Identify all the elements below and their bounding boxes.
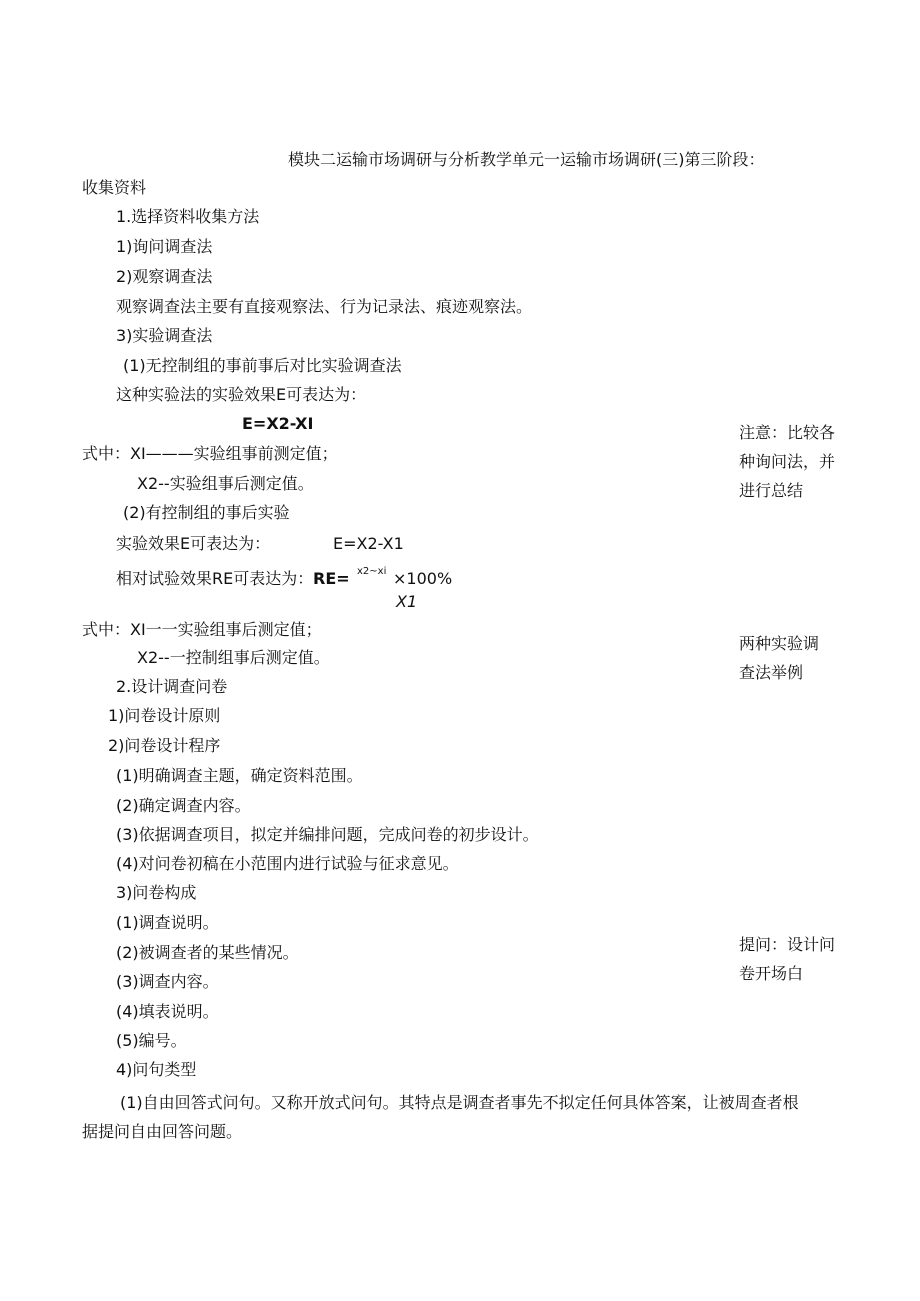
margin-note-compare-line1: 注意：比较各	[739, 423, 836, 442]
paragraph-effect-2-label: 实验效果E可表达为：	[116, 534, 271, 553]
margin-note-question-line2: 卷开场白	[739, 964, 804, 983]
list-item-with-control: (2)有控制组的事后实验	[123, 503, 290, 522]
list-item-no-control: (1)无控制组的事前事后对比实验调查法	[123, 356, 402, 375]
page-title-line1: 模块二运输市场调研与分析教学单元一运输市场调研(三)第三阶段：	[288, 150, 765, 169]
formula-relative-tail: ×100%	[393, 569, 453, 588]
composition-item-1: (1)调查说明。	[116, 913, 219, 932]
formula-legend-1b: X2--实验组事后测定值。	[137, 474, 314, 493]
question-type-1-line1: (1)自由回答式问句。又称开放式问句。其特点是调查者事先不拟定任何具体答案，让被周查者根	[120, 1093, 799, 1112]
margin-note-examples	[739, 629, 819, 687]
margin-note-examples-line1: 两种实验调	[739, 634, 820, 653]
margin-note-compare-line2: 种询问法，并	[739, 452, 836, 471]
formula-effect-1: E=X2-XI	[242, 414, 314, 433]
formula-relative-numerator: x2~xi	[357, 566, 387, 577]
margin-note-compare-line3: 进行总结	[739, 481, 804, 500]
formula-legend-1a: 式中：XI———实验组事前测定值；	[82, 444, 338, 463]
margin-note-compare	[739, 418, 835, 505]
margin-note-question-line1: 提问：设计问	[739, 935, 836, 954]
subheading-composition: 3)问卷构成	[116, 883, 197, 902]
subheading-question-types: 4)问句类型	[116, 1060, 197, 1079]
subheading-principles: 1)问卷设计原则	[108, 706, 221, 725]
formula-legend-2a: 式中：XI一一实验组事后测定值；	[82, 620, 322, 639]
subheading-inquiry: 1)询问调查法	[116, 237, 213, 256]
formula-effect-2: E=X2-X1	[333, 534, 404, 553]
subheading-procedure: 2)问卷设计程序	[108, 736, 221, 755]
composition-item-3: (3)调查内容。	[116, 972, 219, 991]
section-heading-1: 1.选择资料收集方法	[116, 207, 260, 226]
composition-item-5: (5)编号。	[116, 1031, 187, 1050]
formula-relative-effect: RE=	[313, 569, 350, 588]
formula-relative-denominator: X1	[396, 592, 418, 611]
procedure-item-3: (3)依据调查项目，拟定并编排问题，完成问卷的初步设计。	[116, 825, 539, 844]
composition-item-2: (2)被调查者的某些情况。	[116, 943, 299, 962]
composition-item-4: (4)填表说明。	[116, 1002, 219, 1021]
subheading-observation: 2)观察调查法	[116, 267, 213, 286]
subheading-experiment: 3)实验调查法	[116, 326, 213, 345]
paragraph-effect: 这种实验法的实验效果E可表达为：	[116, 385, 367, 404]
procedure-item-1: (1)明确调查主题，确定资料范围。	[116, 766, 363, 785]
procedure-item-2: (2)确定调查内容。	[116, 796, 251, 815]
section-heading-2: 2.设计调查问卷	[116, 677, 228, 696]
question-type-1-line2: 据提问自由回答问题。	[82, 1122, 243, 1141]
paragraph-observation: 观察调查法主要有直接观察法、行为记录法、痕迹观察法。	[116, 297, 533, 316]
formula-legend-2b: X2--一控制组事后测定值。	[137, 648, 330, 667]
margin-note-examples-line2: 查法举例	[739, 663, 804, 682]
margin-note-question	[739, 930, 835, 988]
paragraph-relative-effect-label: 相对试验效果RE可表达为：	[116, 569, 314, 588]
page-title-line2: 收集资料	[82, 178, 147, 197]
procedure-item-4: (4)对问卷初稿在小范围内进行试验与征求意见。	[116, 854, 459, 873]
